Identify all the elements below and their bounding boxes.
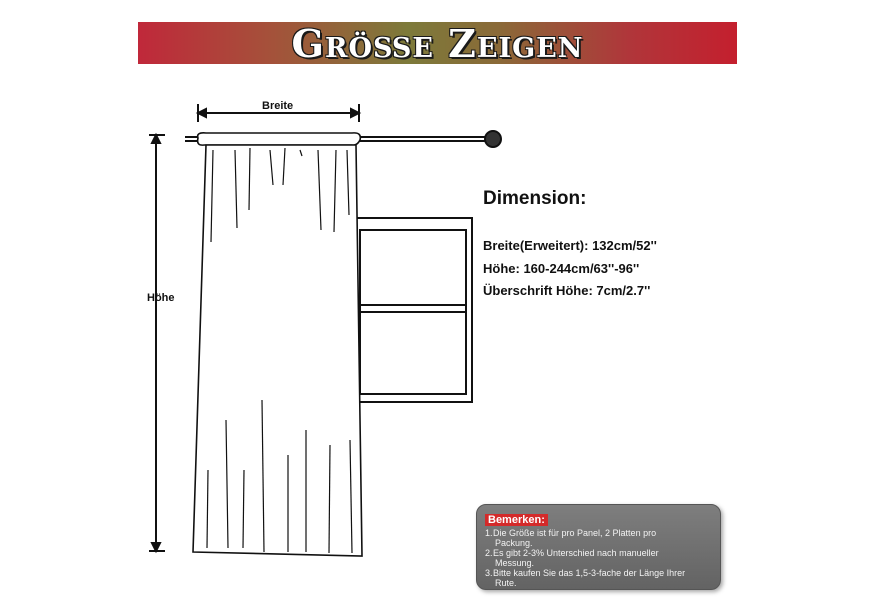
banner-title: Größe Zeigen [291, 20, 584, 66]
note-text: Bitte kaufen Sie das 1,5-3-fache der Länge Ihrer [493, 568, 686, 578]
note-item [485, 568, 712, 588]
window-frame [352, 218, 472, 402]
dimension-title: Dimension: [483, 188, 587, 209]
note-item [485, 528, 712, 548]
notes-title: Bemerken: [485, 514, 548, 526]
notes-box [476, 504, 721, 590]
note-number: 1. [485, 528, 493, 538]
note-text-continued: Packung. [495, 538, 533, 548]
spec-width: Breite(Erweitert): 132cm/52'' [483, 238, 657, 253]
spec-header-height: Überschrift Höhe: 7cm/2.7'' [483, 283, 651, 298]
height-dimension-line [149, 135, 165, 551]
curtain-panel [193, 133, 362, 556]
note-text: Es gibt 2-3% Unterschied nach manueller [493, 548, 659, 558]
height-label: Höhe [147, 292, 175, 304]
width-label: Breite [262, 100, 294, 112]
spec-height: Höhe: 160-244cm/63''-96'' [483, 261, 640, 276]
note-number: 3. [485, 568, 493, 578]
note-text-continued: Messung. [495, 558, 535, 568]
note-number: 2. [485, 548, 493, 558]
note-text: Die Größe ist für pro Panel, 2 Platten pro [493, 528, 657, 538]
note-text-continued: Rute. [495, 578, 517, 588]
note-item [485, 548, 712, 568]
